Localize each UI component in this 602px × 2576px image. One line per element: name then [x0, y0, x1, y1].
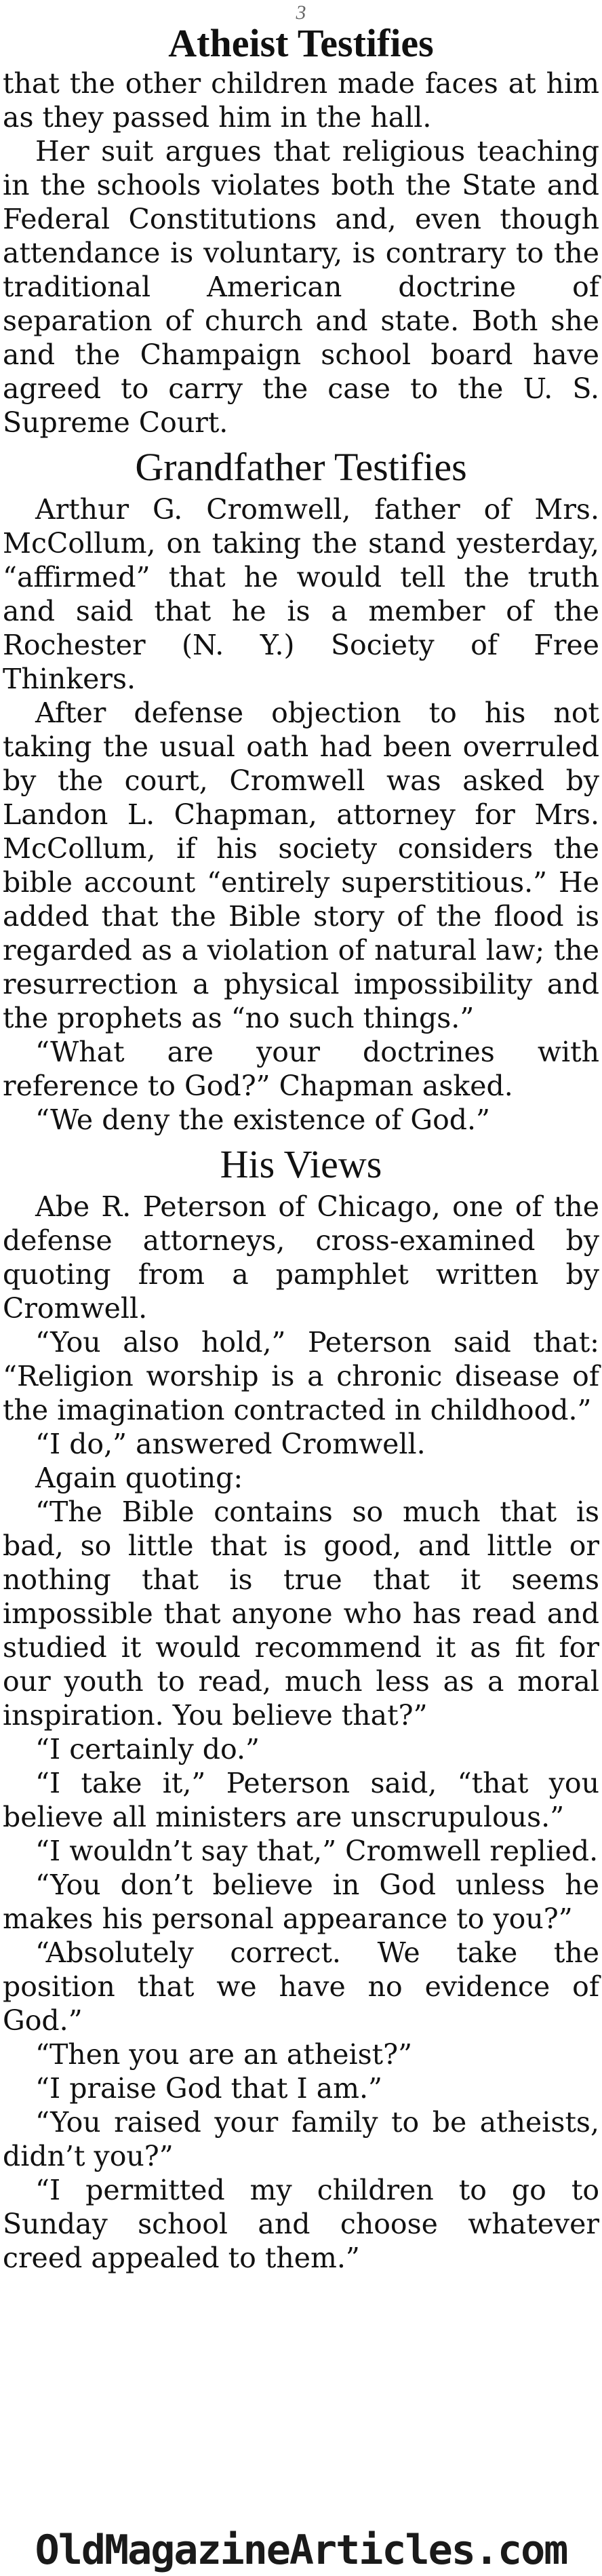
headline: Atheist Testifies — [168, 21, 434, 65]
body-paragraph: “The Bible contains so much that is bad, so little that is good, and little or nothing that is true that it seems impossible that anyone who has read and studied it would recommend it as fit for our youth to read, much less as a moral inspiration. You believe that?” — [3, 1496, 599, 1732]
page-number: 3 — [296, 1, 306, 24]
section-heading-grandfather: Grandfather Testifies — [135, 445, 467, 489]
body-paragraph: “Absolutely correct. We take the position that we have no evidence of God.” — [3, 1936, 599, 2037]
body-paragraph: “Then you are an atheist?” — [35, 2038, 413, 2071]
body-paragraph: “I permitted my children to go to Sunday school and choose whatever creed appealed to them.” — [3, 2174, 599, 2274]
site-watermark: OldMagazineArticles.com — [35, 2526, 567, 2574]
body-paragraph: “I take it,” Peterson said, “that you believe all ministers are unscrupulous.” — [3, 1767, 599, 1833]
body-paragraph: “What are your doctrines with reference to God?” Chapman asked. — [3, 1036, 599, 1102]
body-paragraph: After defense objection to his not taking the usual oath had been overruled by the court, Cromwell was asked by Landon L. Chapman, attorney for Mrs. McCollum, if his society considers the bible account “entirely superstitious.” He added that the Bible story of the flood is regarded as a violation of natural law; the resurrection a physical impossibility and the prophets as “no such things.” — [3, 697, 599, 1034]
body-paragraph: “I wouldn’t say that,” Cromwell replied. — [35, 1835, 599, 1867]
body-paragraph: “You raised your family to be atheists, didn’t you?” — [3, 2106, 599, 2172]
body-paragraph: Arthur G. Cromwell, father of Mrs. McCollum, on taking the stand yesterday, “affirmed” that he would tell the truth and said that he is a member of the Rochester (N. Y.) Society of Free Thinkers. — [3, 493, 599, 695]
body-paragraph: Abe R. Peterson of Chicago, one of the defense attorneys, cross-examined by quoting from a pamphlet written by Cromwell. — [3, 1190, 599, 1325]
article — [3, 20, 599, 2275]
body-paragraph: Again quoting: — [35, 1462, 243, 1494]
intro-paragraph: Her suit argues that religious teaching in the schools violates both the State and Federal Constitutions and, even though attendance is voluntary, is contrary to the traditional American doctrine of separation of church and state. Both she and the Champaign school board have agreed to carry the case to the U. S. Supreme Court. — [3, 135, 599, 439]
body-paragraph: “I certainly do.” — [35, 1733, 260, 1765]
body-paragraph: “I praise God that I am.” — [35, 2072, 383, 2105]
body-paragraph: “I do,” answered Cromwell. — [35, 1428, 426, 1460]
body-paragraph: “We deny the existence of God.” — [35, 1104, 490, 1136]
body-paragraph: “You don’t believe in God unless he makes his personal appearance to you?” — [3, 1869, 599, 1935]
body-paragraph: “You also hold,” Peterson said that: “Religion worship is a chronic disease of the imagination contracted in childhood.” — [3, 1326, 599, 1426]
intro-paragraph: that the other children made faces at him as they passed him in the hall. — [3, 67, 599, 134]
section-heading-views: His Views — [220, 1142, 382, 1186]
